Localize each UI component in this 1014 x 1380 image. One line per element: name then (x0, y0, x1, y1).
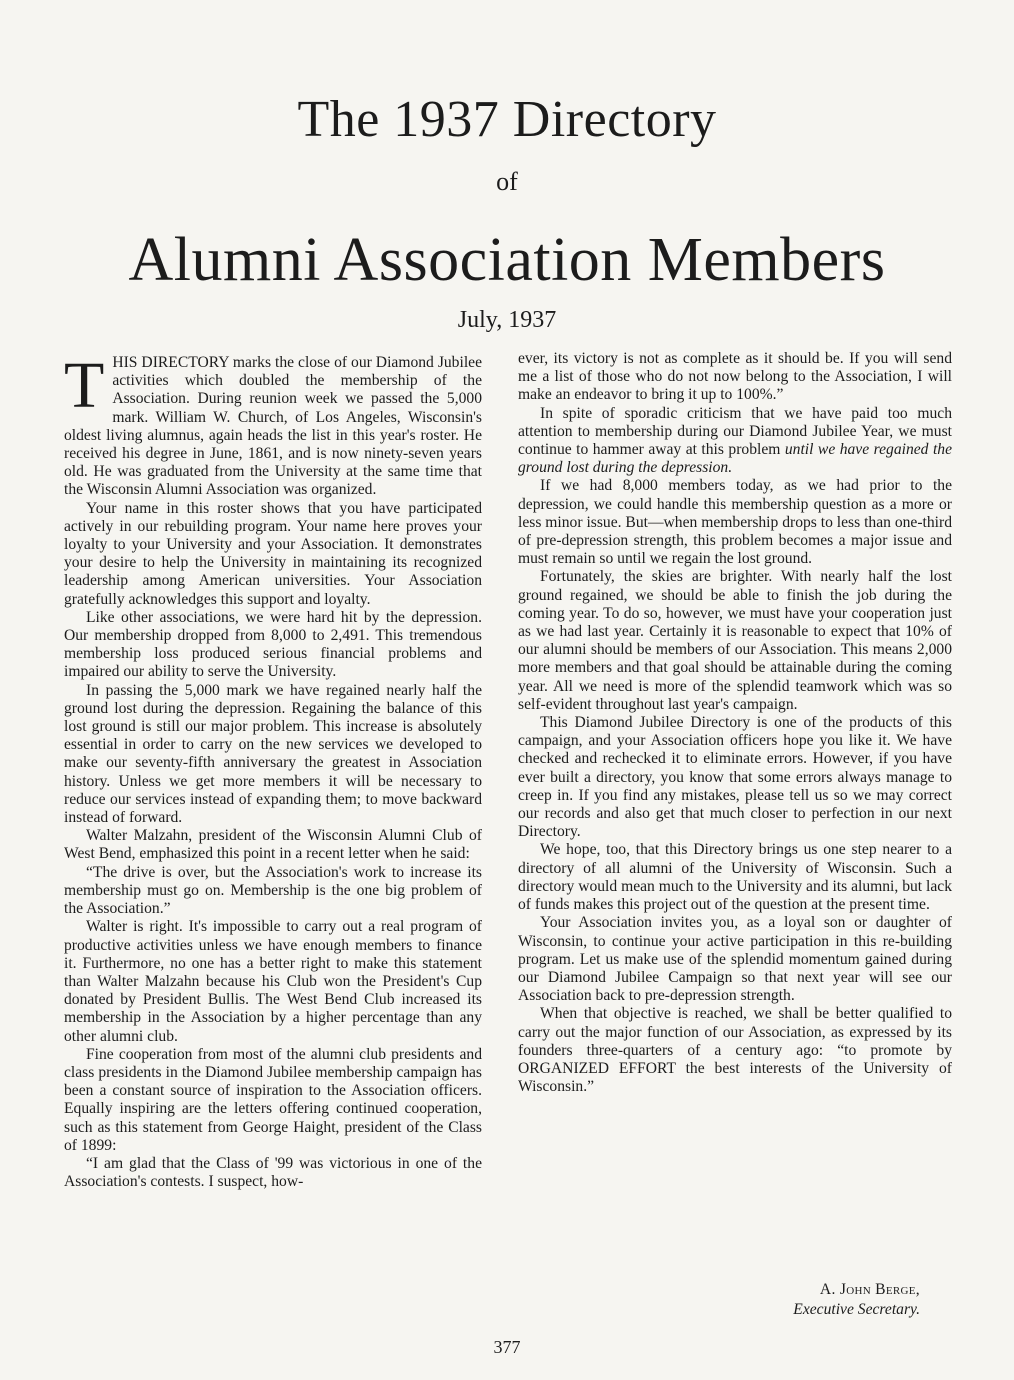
paragraph: Walter is right. It's impossible to carry out a real program of productive activities unless we have enough members to finance it. Furthermore, no one has a better right to make this statement than Walter Malzahn because his Club won the President's Cup donated by President Bullis. The West Bend Club increased its membership in the Association by a higher percentage than any other alumni club. (64, 918, 482, 1045)
paragraph: If we had 8,000 members today, as we had prior to the depression, we could handle this membership question as a more or less minor issue. But—when membership drops to less than one-third of pre-depression strength, this problem becomes a major issue and must remain so until we regain the lost ground. (518, 477, 952, 568)
paragraph: We hope, too, that this Directory brings us one step nearer to a directory of all alumni of the University of Wisconsin. Such a directory would mean much to the University and its alumni, but lack of funds makes this project out of the question at the present time. (518, 841, 952, 914)
page-title: The 1937 Directory (297, 91, 717, 148)
paragraph: In spite of sporadic criticism that we have paid too much attention to membership during our Diamond Jubilee Year, we must continue to hammer away at this problem until we have regained the ground lost during the depression. (518, 404, 952, 477)
paragraph: THIS DIRECTORY marks the close of our Diamond Jubilee activities which doubled the membership of the Association. During reunion week we passed the 5,000 mark. William W. Church, of Los Angeles, Wisconsin's oldest living alumnus, again heads the list in this year's roster. He received his degree in June, 1861, and is now ninety-seven years old. He was graduated from the University at the same time that the Wisconsin Alumni Association was organized. (64, 349, 482, 499)
signature-block (700, 1280, 920, 1320)
quote-paragraph: “The drive is over, but the Association's work to increase its membership must go on. Membership is the one big problem of the Association.” (64, 863, 482, 918)
title-connector: of (496, 167, 518, 196)
page-subtitle: Alumni Association Members (128, 226, 886, 294)
paragraph-continued: ever, its victory is not as complete as it should be. If you will send me a list of those who do not now belong to the Association, I will make an endeavor to bring it up to 100%.” (518, 350, 952, 404)
signature-title: Executive Secretary. (793, 1301, 920, 1318)
paragraph: Fine cooperation from most of the alumni club presidents and class presidents in the Diamond Jubilee membership campaign has been a constant source of inspiration to the Association officers. Equally inspiring are the letters offering continued cooperation, such as this statement from George Haight, president of the Class of 1899: (64, 1045, 482, 1154)
drop-cap: T (64, 349, 105, 422)
right-column (518, 350, 952, 1096)
paragraph: Fortunately, the skies are brighter. With nearly half the lost ground regained, we should be able to finish the job during the coming year. To do so, however, we must have your cooperation just as we had last year. Certainly it is reasonable to expect that 10% of our alumni should be members of our Association. This means 2,000 more members and that goal should be attainable during the coming year. All we need is more of the splendid teamwork which was so self-evident throughout last year's campaign. (518, 568, 952, 713)
quote-paragraph: “I am glad that the Class of '99 was victorious in one of the Association's contests. I suspect, how- (64, 1154, 482, 1191)
signature-name: A. John Berge, (819, 1281, 920, 1298)
page-number: 377 (493, 1337, 521, 1357)
publication-date: July, 1937 (457, 307, 557, 333)
paragraph: When that objective is reached, we shall be better qualified to carry out the major function of our Association, as expressed by its founders three-quarters of a century ago: “to promote by ORGANIZED EFFORT the best interests of the University of Wisconsin.” (518, 1005, 952, 1096)
emphasis-text: until we have regained the ground lost during the depression. (518, 441, 952, 477)
paragraph: Your Association invites you, as a loyal son or daughter of Wisconsin, to continue your active participation in this re-building program. Let us make use of the splendid momentum gained during our Diamond Jubilee Campaign so that next year will see our Association back to pre-depression strength. (518, 914, 952, 1005)
paragraph: Your name in this roster shows that you have participated actively in our rebuilding program. Your name here proves your loyalty to your University and your Association. It demonstrates your desire to help the University in maintaining its recognized leadership among American universities. Your Association gratefully acknowledges this support and loyalty. (64, 499, 482, 608)
paragraph: Walter Malzahn, president of the Wisconsin Alumni Club of West Bend, emphasized this point in a recent letter when he said: (64, 827, 482, 863)
paragraph: Like other associations, we were hard hit by the depression. Our membership dropped from 8,000 to 2,491. This tremendous membership loss produced serious financial problems and impaired our ability to serve the University. (64, 608, 482, 681)
paragraph: This Diamond Jubilee Directory is one of the products of this campaign, and your Association officers hope you like it. We have checked and rechecked it to eliminate errors. However, if you have ever built a directory, you know that some errors always manage to creep in. If you find any mistakes, please tell us so we may correct our records and also get that much closer to perfection in our next Directory. (518, 714, 952, 841)
left-column (64, 349, 482, 1191)
paragraph: In passing the 5,000 mark we have regained nearly half the ground lost during the depression. Regaining the balance of this lost ground is still our major problem. This increase is absolutely essential in order to carry on the new services we developed to make our seventy-fifth anniversary the greatest in Association history. Unless we get more members it will be necessary to reduce our services instead of expanding them; to move backward instead of forward. (64, 681, 482, 827)
